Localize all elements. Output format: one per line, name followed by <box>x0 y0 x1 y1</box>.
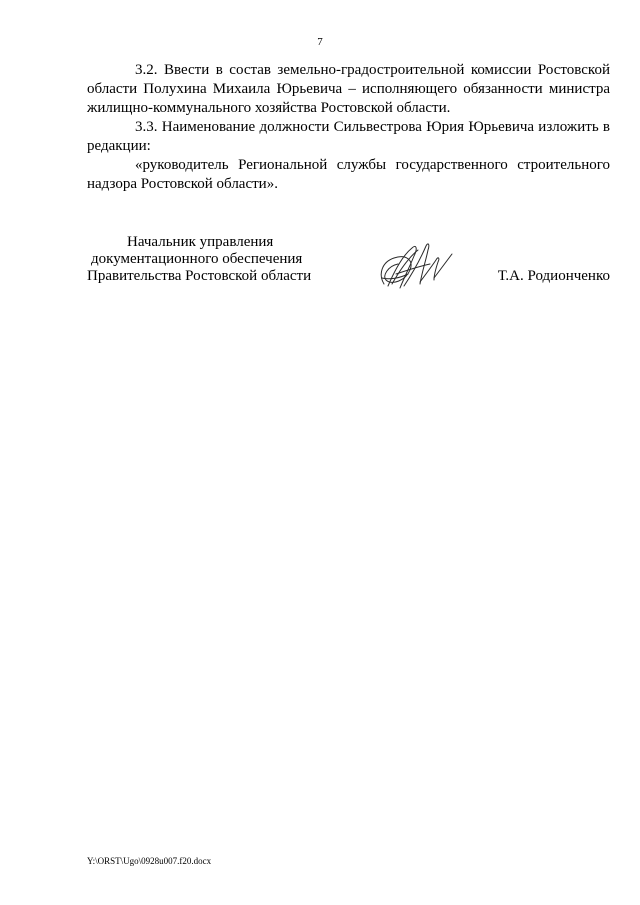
signature-block <box>87 234 610 294</box>
handwritten-signature <box>374 234 456 294</box>
signer-title-line: Правительства Ростовской области <box>87 268 312 284</box>
paragraph-3-2: 3.2. Ввести в состав земельно-градостроительной комиссии Ростовской области Полухина Михаила Юрьевича – исполняющего обязанности министра жилищно-коммунального хозяйства Ростовской области. <box>87 62 610 116</box>
signer-name: Т.А. Родионченко <box>497 268 610 284</box>
signer-title-line: документационного обеспечения <box>91 251 303 267</box>
signer-title-line: Начальник управления <box>127 234 274 250</box>
signer-title <box>87 234 327 285</box>
document-body <box>87 61 610 194</box>
paragraph-quote: «руководитель Региональной службы государственного строительного надзора Ростовской области». <box>87 157 610 192</box>
paragraph-3-3: 3.3. Наименование должности Сильвестрова Юрия Юрьевича изложить в редакции: <box>87 119 610 154</box>
page-number: 7 <box>317 36 323 48</box>
file-path-footer: Y:\ORST\Ugo\0928u007.f20.docx <box>87 856 212 866</box>
